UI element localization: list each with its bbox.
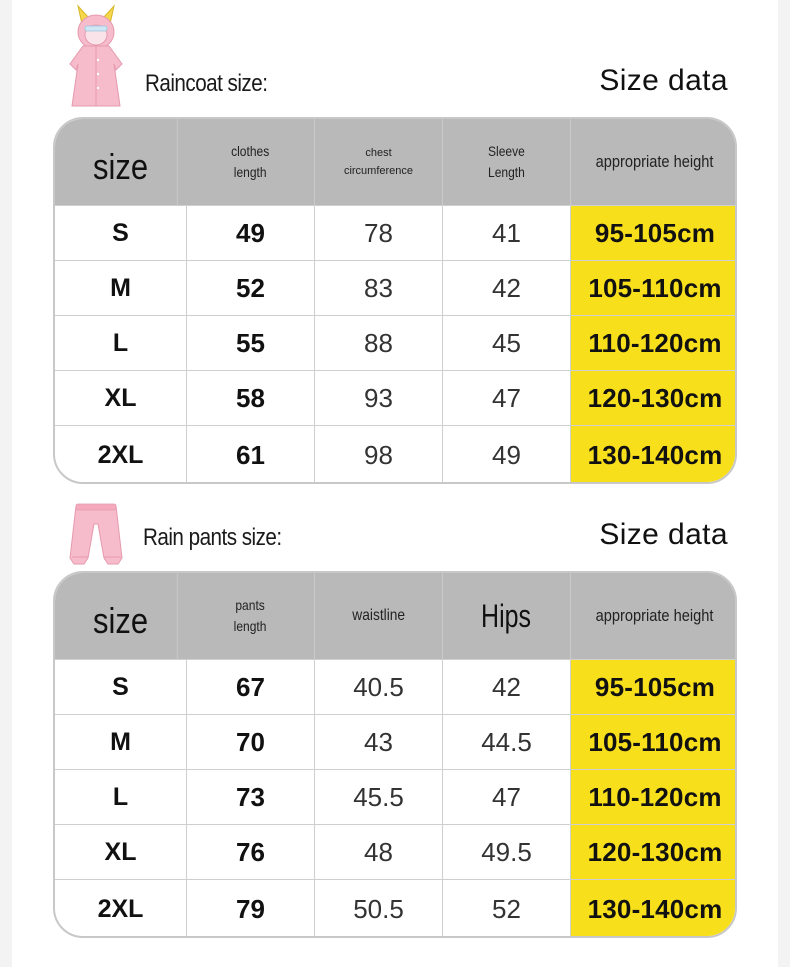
height-cell: 130-140cm [571,426,737,484]
table-row [55,714,737,769]
size-cell: XL [55,371,187,425]
sleeve-cell: 47 [443,371,571,425]
pants-length-cell: 79 [187,880,315,938]
hips-cell: 44.5 [443,715,571,769]
table-header-row [55,573,737,659]
table-row [55,315,737,370]
table-row [55,205,737,260]
header-pants-length: pants length [187,573,315,659]
pants-length-cell: 70 [187,715,315,769]
height-cell: 110-120cm [571,316,737,370]
rain-pants-size-data-label: Size data [599,518,728,551]
raincoat-icon [56,4,136,110]
clothes-length-cell: 58 [187,371,315,425]
raincoat-section-title: Raincoat size: [145,70,268,97]
table-row [55,769,737,824]
hips-cell: 52 [443,880,571,938]
pants-length-cell: 67 [187,660,315,714]
header-waistline: waistline [315,573,443,659]
table-row [55,370,737,425]
size-cell: S [55,206,187,260]
waist-cell: 48 [315,825,443,879]
chest-cell: 93 [315,371,443,425]
height-cell: 95-105cm [571,206,737,260]
sleeve-cell: 42 [443,261,571,315]
hips-cell: 42 [443,660,571,714]
size-chart-page [12,0,778,967]
table-row [55,425,737,484]
raincoat-size-table [53,117,737,484]
rain-pants-section-title: Rain pants size: [143,524,282,551]
size-cell: XL [55,825,187,879]
chest-cell: 78 [315,206,443,260]
header-appropriate-height: appropriate height [571,119,737,205]
chest-cell: 98 [315,426,443,484]
header-size: size [64,573,178,659]
height-cell: 105-110cm [571,715,737,769]
waist-cell: 40.5 [315,660,443,714]
size-cell: 2XL [55,426,187,484]
waist-cell: 50.5 [315,880,443,938]
sleeve-cell: 45 [443,316,571,370]
header-clothes-length: clothes length [187,119,315,205]
clothes-length-cell: 61 [187,426,315,484]
rain-pants-size-table [53,571,737,938]
height-cell: 95-105cm [571,660,737,714]
size-cell: S [55,660,187,714]
pants-length-cell: 76 [187,825,315,879]
table-row [55,879,737,938]
size-cell: M [55,715,187,769]
height-cell: 105-110cm [571,261,737,315]
height-cell: 120-130cm [571,371,737,425]
hips-cell: 49.5 [443,825,571,879]
height-cell: 130-140cm [571,880,737,938]
table-row [55,659,737,714]
rain-pants-icon [68,502,124,568]
header-sleeve-length: Sleeve Length [443,119,571,205]
table-header-row [55,119,737,205]
height-cell: 120-130cm [571,825,737,879]
header-chest-circumference: chest circumference [315,119,443,205]
pants-length-cell: 73 [187,770,315,824]
clothes-length-cell: 55 [187,316,315,370]
sleeve-cell: 49 [443,426,571,484]
clothes-length-cell: 49 [187,206,315,260]
header-size: size [64,119,178,205]
size-cell: L [55,316,187,370]
waist-cell: 45.5 [315,770,443,824]
waist-cell: 43 [315,715,443,769]
hips-cell: 47 [443,770,571,824]
table-row [55,824,737,879]
clothes-length-cell: 52 [187,261,315,315]
header-hips: Hips [443,573,571,659]
raincoat-size-data-label: Size data [599,64,728,97]
chest-cell: 88 [315,316,443,370]
sleeve-cell: 41 [443,206,571,260]
size-cell: L [55,770,187,824]
header-appropriate-height: appropriate height [571,573,737,659]
chest-cell: 83 [315,261,443,315]
height-cell: 110-120cm [571,770,737,824]
size-cell: 2XL [55,880,187,938]
size-cell: M [55,261,187,315]
table-row [55,260,737,315]
